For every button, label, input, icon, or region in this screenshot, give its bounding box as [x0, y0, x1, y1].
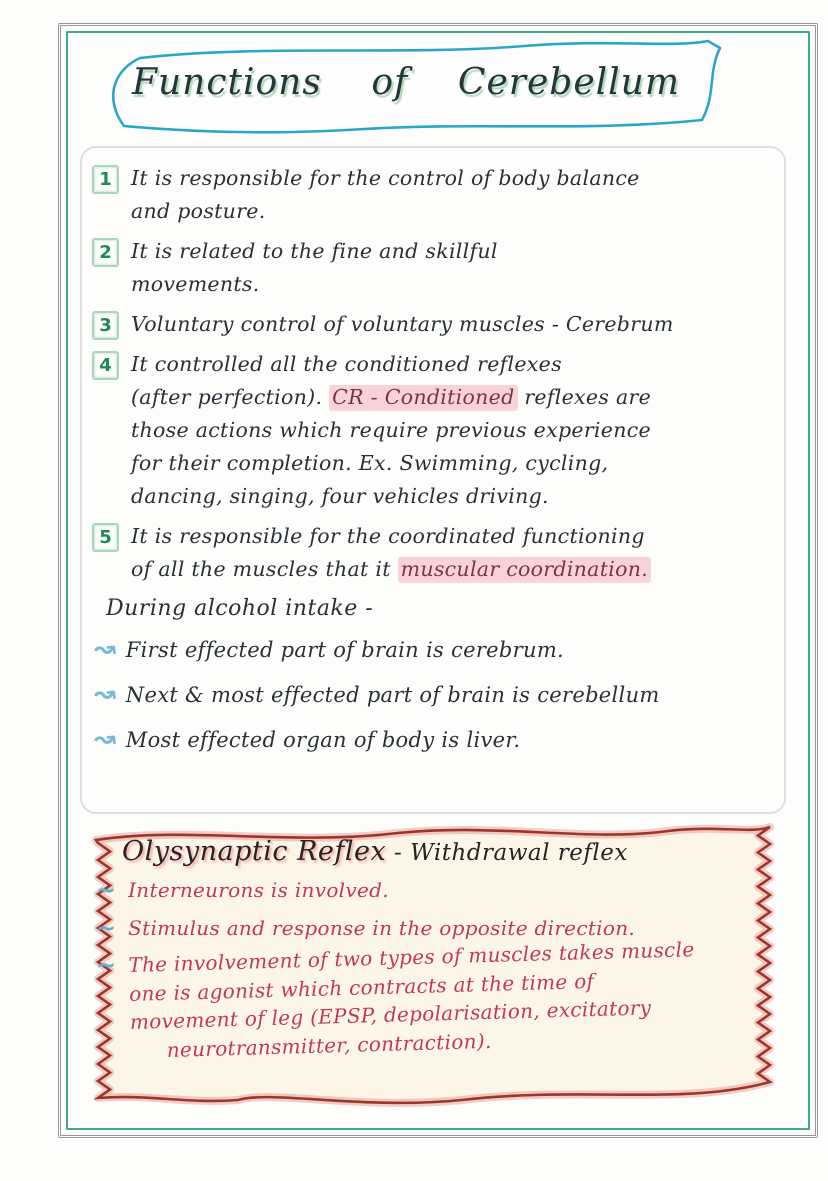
- highlighted-term: CR - Conditioned: [329, 385, 517, 409]
- note-item-1: [92, 162, 776, 228]
- note-item-text: Voluntary control of voluntary muscles - Cerebrum: [131, 312, 674, 336]
- note-item-text: It is responsible for the control of body balance and posture.: [131, 166, 640, 223]
- note-item-2: [92, 235, 776, 301]
- title-word-3: Cerebellum: [457, 62, 680, 103]
- title-word-2: of: [371, 62, 409, 103]
- item-number-badge: 1: [92, 165, 119, 194]
- curved-arrow-icon: ↝: [92, 677, 118, 711]
- curved-arrow-icon: ↝: [92, 722, 118, 756]
- note-item-5: [92, 520, 776, 586]
- alcohol-point-1: ↝ First effected part of brain is cerebrum.: [92, 632, 565, 666]
- reflex-bullet-text: Stimulus and response in the opposite direction.: [128, 915, 636, 940]
- tilde-bullet-icon: ~: [96, 951, 117, 979]
- note-item-3: [92, 308, 776, 341]
- notes-section: [80, 146, 786, 814]
- note-item-4: [92, 348, 776, 513]
- page-title: [132, 62, 680, 103]
- curved-arrow-icon: ↝: [92, 632, 118, 666]
- note-item-text: It is responsible for the coordinated functioning of all the muscles that it muscular coordination.: [131, 520, 651, 586]
- item-number-badge: 3: [92, 311, 119, 340]
- tilde-bullet-icon: ~: [96, 913, 117, 942]
- tilde-bullet-icon: ~: [96, 876, 117, 904]
- reflex-bullet-3: [96, 937, 758, 1065]
- title-banner: [84, 36, 724, 142]
- reflex-bullet-text: The involvement of two types of muscles takes muscle one is agonist which contracts at the time of movement of leg (EPSP, depolarisation, excitatory neurotransmitter, contraction).: [128, 937, 695, 1062]
- alcohol-point-3: ↝ Most effected organ of body is liver.: [92, 722, 521, 756]
- item-number-badge: 2: [92, 238, 119, 267]
- item-number-badge: 4: [92, 351, 119, 380]
- note-item-text: It controlled all the conditioned reflexes (after perfection). CR - Conditioned reflexes are those actions which require previous experience for their completion. Ex. Swimming, cycling, dancing, singing, four vehicles driving.: [131, 352, 652, 508]
- reflex-content: [96, 836, 758, 1065]
- reflex-bullet-1: [96, 876, 758, 905]
- highlighted-term: muscular coordination.: [398, 557, 651, 581]
- reflex-heading: Olysynaptic Reflex - Withdrawal reflex: [122, 836, 628, 867]
- title-word-1: Functions: [132, 62, 322, 103]
- alcohol-point-2: ↝ Next & most effected part of brain is cerebellum: [92, 677, 660, 711]
- alcohol-section-heading: During alcohol intake -: [106, 596, 374, 621]
- reflex-heading-highlighted: Olysynaptic Reflex: [122, 836, 387, 867]
- note-item-text: It is related to the fine and skillful movements.: [131, 239, 498, 296]
- reflex-bullet-text: Interneurons is involved.: [128, 878, 389, 902]
- item-number-badge: 5: [92, 523, 119, 552]
- reflex-section: [68, 818, 792, 1114]
